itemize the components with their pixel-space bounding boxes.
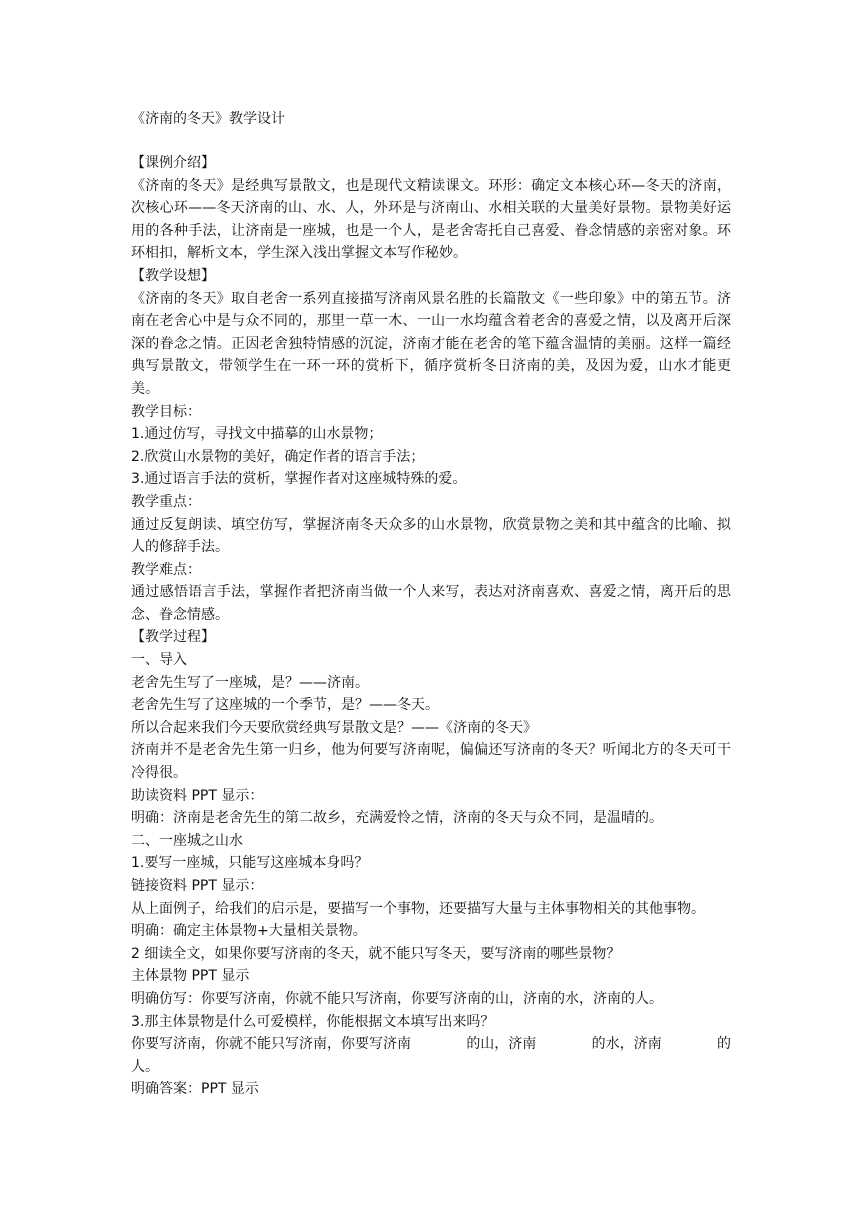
question-2-answer: 明确仿写：你要写济南，你就不能只写济南，你要写济南的山，济南的水，济南的人。 [131,990,663,1007]
question-1-text: 从上面例子，给我们的启示是，要描写一个事物，还要描写大量与主体事物相关的其他事物。 [131,900,705,917]
question-1: 1.要写一座城，只能写这座城本身吗？ [131,855,369,872]
goal-item-1: 1.通过仿写，寻找文中描摹的山水景物； [131,426,383,443]
step1-paragraph: 济南并不是老舍先生第一归乡，他为何要写济南呢，偏偏还写济南的冬天？听闻北方的冬天可干冷得很。 [131,742,731,782]
blank-3 [669,1033,709,1056]
difficulty-paragraph: 通过感悟语言手法，掌握作者把济南当做一个人来写，表达对济南喜欢、喜爱之情，离开后的思念、眷念情感。 [131,584,731,623]
goal-item-3: 3.通过语言手法的赏析，掌握作者对这座城特殊的爱。 [131,471,467,488]
step1-ppt-note: 助读资料 PPT 显示： [131,787,264,804]
step1-line-2: 老舍先生写了这座城的一个季节，是？——冬天。 [131,697,439,714]
step2-heading: 二、一座城之山水 [131,832,243,849]
difficulty-label: 教学难点： [131,561,201,578]
question-1-ppt-note: 链接资料 PPT 显示： [131,878,264,894]
question-3: 3.那主体景物是什么可爱模样，你能根据文本填写出来吗？ [131,1013,495,1030]
design-paragraph: 《济南的冬天》取自老舍一系列直接描写济南风景名胜的长篇散文《一些印象》中的第五节。济南在老舍心中是与众不同的，那里一草一木、一山一水均蕴含着老舍的喜爱之情，以及离开后深深的眷念之情。正因老舍独特情感的沉淀，济南才能在老舍的笔下蕴含温情的美丽。这样一篇经典写景散文，带领学生在一环一环的赏析下，循序赏析冬日济南的美，及因为爱，山水才能更美。 [131,290,731,397]
section-heading-process: 【教学过程】 [131,629,215,646]
goals-label: 教学目标： [131,403,201,420]
section-heading-intro: 【课例介绍】 [131,155,215,171]
blank-2 [544,1033,584,1056]
question-2-ppt-note: 主体景物 PPT 显示 [131,968,250,985]
blank-1 [419,1033,459,1056]
step1-line-3: 所以合起来我们今天要欣赏经典写景散文是？——《济南的冬天》 [131,719,537,736]
document-title: 《济南的冬天》教学设计 [131,111,285,127]
step1-heading: 一、导入 [131,652,187,669]
section-heading-design: 【教学设想】 [131,267,215,284]
document-page [131,108,731,1101]
question-1-answer: 明确：确定主体景物+大量相关景物。 [131,923,367,940]
goal-item-2: 2.欣赏山水景物的美好，确定作者的语言手法； [131,448,425,465]
spacer [131,130,731,152]
focus-paragraph: 通过反复朗读、填空仿写，掌握济南冬天众多的山水景物，欣赏景物之美和其中蕴含的比喻、拟人的修辞手法。 [131,516,731,556]
fill-text-4: 的 [716,1036,731,1053]
intro-paragraph: 《济南的冬天》是经典写景散文，也是现代文精读课文。环形：确定文本核心环—冬天的济南，次核心环——冬天济南的山、水、人，外环是与济南山、水相关联的大量美好景物。景物美好运用的各种手法，让济南是一座城，也是一个人，是老舍寄托自己喜爱、眷念情感的亲密对象。环环相扣，解析文本，学生深入浅出掌握文本写作秘妙。 [131,177,731,262]
fill-text-3: 的水，济南 [591,1036,662,1053]
question-3-answer: 明确答案：PPT 显示 [131,1081,259,1098]
step1-answer: 明确：济南是老舍先生的第二故乡，充满爱怜之情，济南的冬天与众不同，是温晴的。 [131,810,663,827]
fill-text-2: 的山，济南 [466,1036,537,1053]
step1-line-1: 老舍先生写了一座城，是？——济南。 [131,674,369,691]
fill-in-blank-line [131,1033,731,1056]
question-2: 2 细读全文，如果你要写济南的冬天，就不能只写冬天，要写济南的哪些景物？ [131,945,621,962]
fill-text-1: 你要写济南，你就不能只写济南，你要写济南 [131,1036,411,1053]
fill-in-blank-continuation: 人。 [131,1058,159,1075]
focus-label: 教学重点： [131,493,201,510]
